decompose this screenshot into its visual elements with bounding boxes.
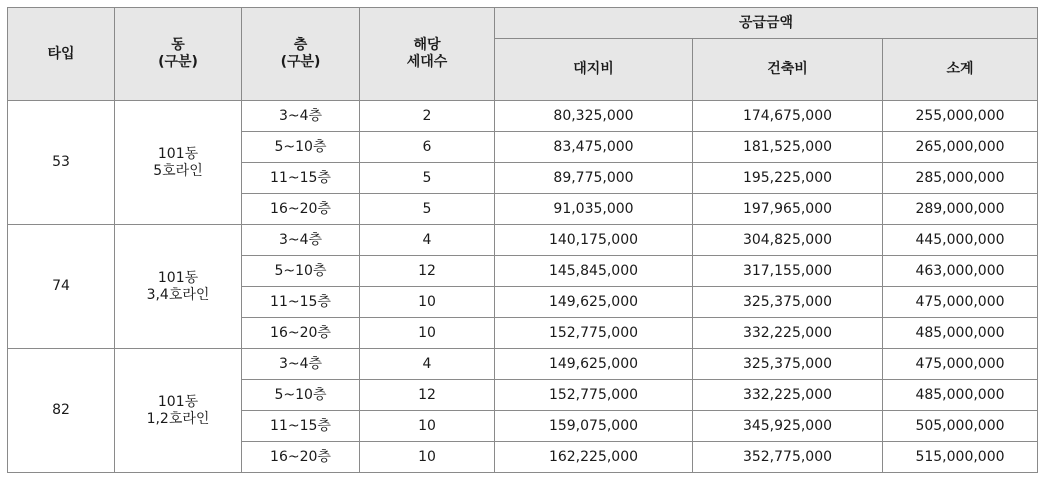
cell-floor: 11~15층 bbox=[242, 163, 360, 194]
table-row bbox=[8, 101, 1038, 132]
cell-land-cost: 145,845,000 bbox=[495, 256, 693, 287]
cell-subtotal: 485,000,000 bbox=[883, 318, 1038, 349]
cell-land-cost: 91,035,000 bbox=[495, 194, 693, 225]
header-units-line1: 해당 bbox=[413, 37, 441, 53]
cell-building-cost: 332,225,000 bbox=[693, 318, 883, 349]
cell-land-cost: 152,775,000 bbox=[495, 380, 693, 411]
cell-units: 6 bbox=[360, 132, 495, 163]
cell-subtotal: 485,000,000 bbox=[883, 380, 1038, 411]
cell-units: 4 bbox=[360, 225, 495, 256]
cell-land-cost: 162,225,000 bbox=[495, 442, 693, 473]
header-floor-line2: (구분) bbox=[280, 54, 321, 70]
cell-subtotal: 445,000,000 bbox=[883, 225, 1038, 256]
cell-dong-line: 101동 bbox=[157, 269, 199, 286]
cell-floor: 5~10층 bbox=[242, 256, 360, 287]
cell-units: 12 bbox=[360, 380, 495, 411]
cell-dong-line: 3,4호라인 bbox=[146, 286, 210, 303]
cell-building-cost: 352,775,000 bbox=[693, 442, 883, 473]
cell-units: 10 bbox=[360, 411, 495, 442]
cell-units: 4 bbox=[360, 349, 495, 380]
cell-floor: 3~4층 bbox=[242, 349, 360, 380]
cell-building-cost: 332,225,000 bbox=[693, 380, 883, 411]
cell-subtotal: 463,000,000 bbox=[883, 256, 1038, 287]
cell-dong bbox=[115, 349, 242, 473]
header-subtotal: 소계 bbox=[883, 39, 1038, 101]
price-table-container bbox=[7, 7, 1038, 473]
cell-land-cost: 89,775,000 bbox=[495, 163, 693, 194]
header-units-line2: 세대수 bbox=[406, 54, 448, 70]
header-units bbox=[360, 8, 495, 101]
cell-building-cost: 181,525,000 bbox=[693, 132, 883, 163]
header-type: 타입 bbox=[8, 8, 115, 101]
cell-units: 2 bbox=[360, 101, 495, 132]
header-dong bbox=[115, 8, 242, 101]
header-dong-line2: (구분) bbox=[158, 54, 198, 70]
cell-dong-line: 1,2호라인 bbox=[146, 410, 210, 427]
cell-floor: 3~4층 bbox=[242, 225, 360, 256]
cell-building-cost: 325,375,000 bbox=[693, 349, 883, 380]
cell-floor: 16~20층 bbox=[242, 318, 360, 349]
header-land-cost: 대지비 bbox=[495, 39, 693, 101]
cell-floor: 3~4층 bbox=[242, 101, 360, 132]
cell-land-cost: 80,325,000 bbox=[495, 101, 693, 132]
cell-subtotal: 255,000,000 bbox=[883, 101, 1038, 132]
cell-units: 10 bbox=[360, 318, 495, 349]
header-dong-line1: 동 bbox=[171, 37, 185, 53]
header-floor bbox=[242, 8, 360, 101]
cell-type: 74 bbox=[8, 225, 115, 349]
cell-land-cost: 83,475,000 bbox=[495, 132, 693, 163]
cell-building-cost: 345,925,000 bbox=[693, 411, 883, 442]
cell-subtotal: 289,000,000 bbox=[883, 194, 1038, 225]
cell-dong-line: 101동 bbox=[157, 393, 199, 410]
cell-floor: 5~10층 bbox=[242, 132, 360, 163]
cell-units: 10 bbox=[360, 442, 495, 473]
supply-price-table bbox=[7, 7, 1038, 473]
cell-floor: 11~15층 bbox=[242, 411, 360, 442]
cell-units: 5 bbox=[360, 163, 495, 194]
cell-dong bbox=[115, 101, 242, 225]
table-row bbox=[8, 225, 1038, 256]
cell-land-cost: 152,775,000 bbox=[495, 318, 693, 349]
cell-building-cost: 195,225,000 bbox=[693, 163, 883, 194]
cell-units: 5 bbox=[360, 194, 495, 225]
header-floor-line1: 층 bbox=[293, 37, 308, 53]
cell-land-cost: 149,625,000 bbox=[495, 349, 693, 380]
cell-floor: 11~15층 bbox=[242, 287, 360, 318]
cell-type: 82 bbox=[8, 349, 115, 473]
cell-building-cost: 304,825,000 bbox=[693, 225, 883, 256]
cell-land-cost: 159,075,000 bbox=[495, 411, 693, 442]
cell-subtotal: 505,000,000 bbox=[883, 411, 1038, 442]
cell-floor: 5~10층 bbox=[242, 380, 360, 411]
cell-building-cost: 325,375,000 bbox=[693, 287, 883, 318]
cell-subtotal: 265,000,000 bbox=[883, 132, 1038, 163]
header-supply-amount: 공급금액 bbox=[495, 8, 1038, 39]
table-row bbox=[8, 349, 1038, 380]
cell-dong-line: 101동 bbox=[157, 145, 199, 162]
cell-land-cost: 149,625,000 bbox=[495, 287, 693, 318]
cell-land-cost: 140,175,000 bbox=[495, 225, 693, 256]
cell-dong bbox=[115, 225, 242, 349]
cell-subtotal: 515,000,000 bbox=[883, 442, 1038, 473]
header-building-cost: 건축비 bbox=[693, 39, 883, 101]
cell-units: 12 bbox=[360, 256, 495, 287]
cell-building-cost: 317,155,000 bbox=[693, 256, 883, 287]
cell-dong-line: 5호라인 bbox=[153, 162, 203, 179]
price-table-body bbox=[8, 101, 1038, 473]
cell-type: 53 bbox=[8, 101, 115, 225]
cell-floor: 16~20층 bbox=[242, 194, 360, 225]
cell-building-cost: 174,675,000 bbox=[693, 101, 883, 132]
cell-units: 10 bbox=[360, 287, 495, 318]
cell-subtotal: 475,000,000 bbox=[883, 287, 1038, 318]
cell-building-cost: 197,965,000 bbox=[693, 194, 883, 225]
cell-subtotal: 285,000,000 bbox=[883, 163, 1038, 194]
cell-subtotal: 475,000,000 bbox=[883, 349, 1038, 380]
cell-floor: 16~20층 bbox=[242, 442, 360, 473]
